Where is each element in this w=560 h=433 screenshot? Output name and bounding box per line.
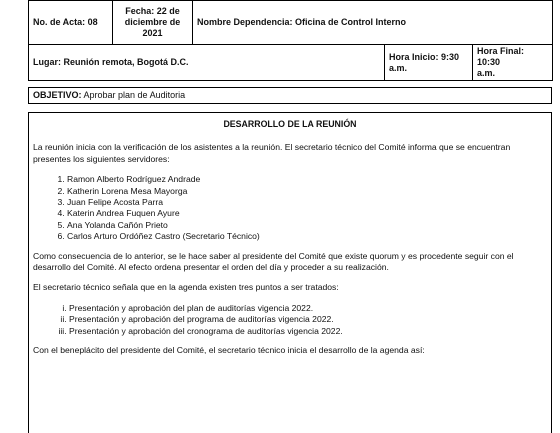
hora-inicio-line1: Hora Inicio: 9:30 xyxy=(389,51,460,62)
list-item: ii. Presentación y aprobación del programa de auditorías vigencia 2022. xyxy=(69,314,547,325)
acta-number: No. de Acta: 08 xyxy=(29,1,113,45)
list-item: 3. Juan Felipe Acosta Parra xyxy=(67,197,547,208)
dependencia: Nombre Dependencia: Oficina de Control Interno xyxy=(193,1,553,45)
objetivo-label: OBJETIVO: xyxy=(33,90,82,100)
desarrollo-box xyxy=(28,112,552,433)
hora-final-line2: a.m. xyxy=(477,68,496,78)
fecha-line2: diciembre de xyxy=(124,17,181,27)
header-table xyxy=(28,0,553,81)
agenda-intro-paragraph: El secretario técnico señala que en la agenda existen tres puntos a ser tratados: xyxy=(33,282,339,293)
hora-inicio-line2: a.m. xyxy=(389,62,408,73)
section-title: DESARROLLO DE LA REUNIÓN xyxy=(223,119,357,129)
hora-inicio xyxy=(385,45,473,81)
agenda-list xyxy=(33,303,547,337)
list-item: 5. Ana Yolanda Cañón Prieto xyxy=(67,220,547,231)
asistentes-list xyxy=(33,174,547,242)
list-item: 1. Ramon Alberto Rodríguez Andrade xyxy=(67,174,547,185)
list-item: i. Presentación y aprobación del plan de auditorías vigencia 2022. xyxy=(69,303,547,314)
objetivo-text: Aprobar plan de Auditoria xyxy=(81,90,186,100)
consecuencia-paragraph: Como consecuencia de lo anterior, se le hace saber al presidente del Comité que existe quorum y es procedente seguir con el desarrollo del Comité. Al efecto ordena presentar el orden del día y proceder a su realización. xyxy=(33,250,514,273)
fecha-line3: 2021 xyxy=(142,28,163,38)
acta-document xyxy=(28,0,552,433)
list-item: 4. Katerin Andrea Fuquen Ayure xyxy=(67,208,547,219)
list-item: iii. Presentación y aprobación del cronograma de auditorías vigencia 2022. xyxy=(69,326,547,337)
fecha-line1: Fecha: 22 de xyxy=(125,6,180,16)
objetivo-box xyxy=(28,87,552,104)
hora-final xyxy=(473,45,553,81)
fecha xyxy=(113,1,193,45)
list-item: 6. Carlos Arturo Ordóñez Castro (Secretario Técnico) xyxy=(67,231,547,242)
list-item: 2. Katherin Lorena Mesa Mayorga xyxy=(67,186,547,197)
lugar: Lugar: Reunión remota, Bogotá D.C. xyxy=(29,45,385,81)
cierre-paragraph: Con el beneplácito del presidente del Comité, el secretario técnico inicia el desarrollo de la agenda así: xyxy=(33,345,425,356)
hora-final-line1: Hora Final: 10:30 xyxy=(477,46,525,67)
intro-paragraph: La reunión inicia con la verificación de los asistentes a la reunión. El secretario técnico del Comité informa que se encuentran presentes los siguientes servidores: xyxy=(33,142,511,164)
